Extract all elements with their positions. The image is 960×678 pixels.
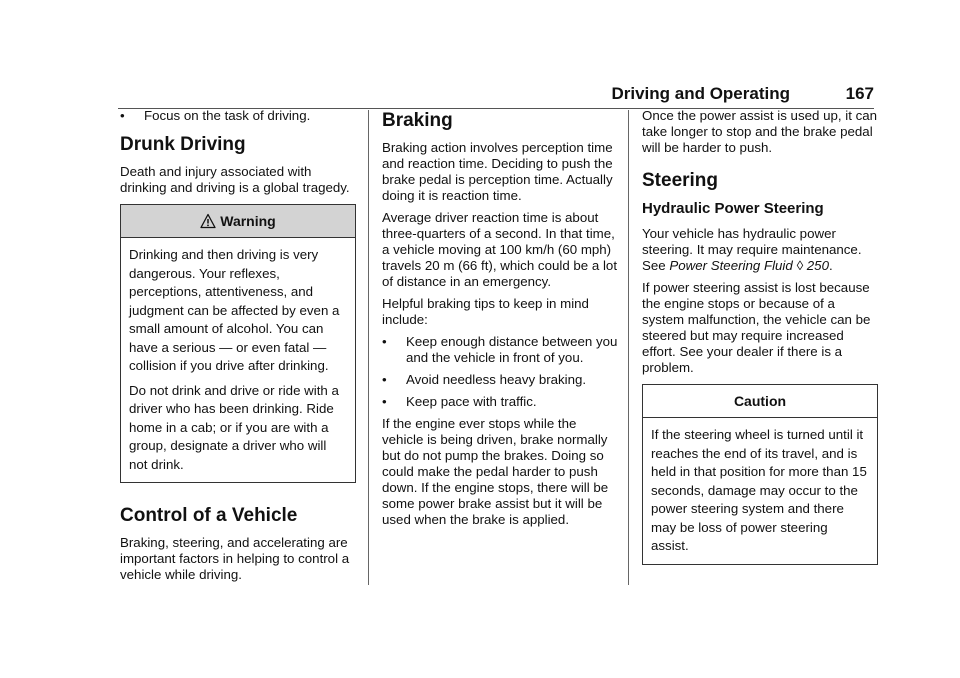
warning-title: Warning: [220, 213, 276, 229]
heading-control-of-vehicle: Control of a Vehicle: [120, 505, 298, 526]
paragraph: If the engine ever stops while the vehicle is being driven, brake normally but do not pump the brakes. Doing so could make the pedal harder to push down. If the engine stops, there will be some power brake assist but it will be used when the brake is applied.: [382, 416, 609, 527]
heading-hydraulic-power-steering: Hydraulic Power Steering: [642, 200, 824, 217]
bullet-text: Avoid needless heavy braking.: [406, 372, 587, 387]
bullet: •: [382, 394, 387, 409]
paragraph: Death and injury associated with drinking and driving is a global tragedy.: [120, 164, 350, 195]
column-3: [642, 108, 878, 575]
cross-reference-link[interactable]: [669, 258, 829, 273]
paragraph: Once the power assist is used up, it can take longer to stop and the brake pedal will be harder to push.: [642, 108, 878, 155]
paragraph: Braking, steering, and accelerating are important factors in helping to control a vehicle while driving.: [120, 535, 350, 582]
period: .: [828, 258, 833, 273]
warning-triangle-icon: [200, 208, 216, 240]
caution-header: [643, 385, 877, 418]
warning-text: Drinking and then driving is very dangerous. Your reflexes, perceptions, attentiveness, and judgment can be affected by even a small amount of alcohol. You can have a serious — or even fatal — collision if you drive after drinking.: [129, 247, 340, 373]
warning-text: Do not drink and drive or ride with a driver who has been drinking. Ride home in a cab; or if you are with a group, designate a driver who will not drink.: [129, 382, 339, 472]
column-divider: [368, 110, 369, 585]
caution-text: If the steering wheel is turned until it reaches the end of its travel, and is held in that position for more than 15 seconds, damage may occur to the power steering system and there may be loss of power steering assist.: [651, 427, 867, 553]
heading-braking: Braking: [382, 110, 453, 131]
column-2: [382, 108, 618, 534]
list-item: [382, 372, 618, 388]
page-number: 167: [845, 84, 874, 103]
column-1: [120, 108, 356, 589]
list-item: [120, 108, 356, 124]
list-item: [382, 334, 618, 366]
bullet: •: [382, 372, 387, 387]
paragraph: Braking action involves perception time and reaction time. Deciding to push the brake pedal is perception time. Actually doing it is reaction time.: [382, 140, 613, 203]
paragraph: If power steering assist is lost because the engine stops or because of a system malfunction, the vehicle can be steered but may require increased effort. See your dealer if there is a problem.: [642, 280, 871, 375]
page-arrow-icon: ◊: [796, 258, 804, 273]
warning-header: [121, 205, 355, 238]
paragraph-text: Your vehicle has hydraulic power steering. It may require maintenance. See: [642, 226, 862, 273]
paragraph: [642, 226, 878, 274]
bullet-text: Focus on the task of driving.: [144, 108, 311, 123]
page-header: [0, 80, 960, 110]
cross-reference-page: 250: [806, 258, 829, 273]
warning-box: [120, 204, 356, 483]
caution-box: [642, 384, 878, 565]
list-item: [382, 394, 618, 410]
paragraph: Helpful braking tips to keep in mind include:: [382, 296, 589, 327]
bullet: •: [382, 334, 387, 349]
bullet: •: [120, 108, 125, 123]
heading-steering: Steering: [642, 170, 719, 191]
paragraph: Average driver reaction time is about three-quarters of a second. In that time, a vehicle moving at 100 km/h (60 mph) travels 20 m (66 ft), which could be a lot of distance in an emergency.: [382, 210, 618, 289]
cross-reference-title: Power Steering Fluid: [669, 258, 793, 273]
bullet-text: Keep enough distance between you and the vehicle in front of you.: [406, 334, 618, 365]
caution-title: Caution: [733, 393, 787, 409]
section-title: Driving and Operating: [611, 84, 790, 103]
bullet-text: Keep pace with traffic.: [406, 394, 537, 409]
column-divider: [628, 110, 629, 585]
heading-drunk-driving: Drunk Driving: [120, 134, 246, 155]
